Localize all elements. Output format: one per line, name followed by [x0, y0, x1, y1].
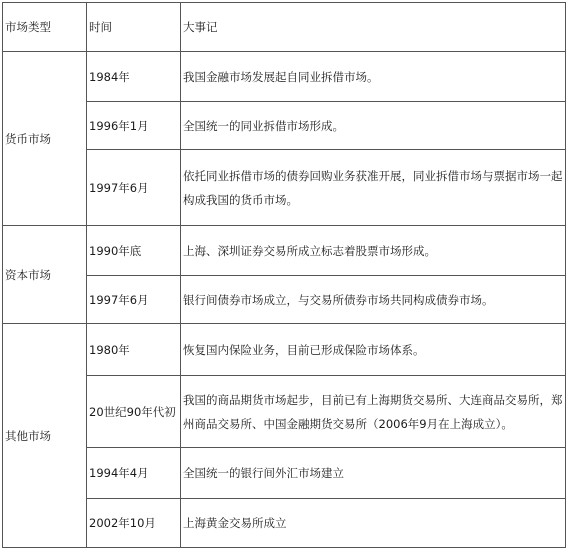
- time-cell: 1980年: [87, 324, 181, 376]
- table-row: [3, 376, 566, 448]
- event-cell: 上海、深圳证券交易所成立标志着股票市场形成。: [181, 226, 566, 276]
- market-type-cell: 货币市场: [3, 52, 87, 226]
- time-cell: 1997年6月: [87, 276, 181, 324]
- table-row: [3, 226, 566, 276]
- event-cell: 全国统一的银行间外汇市场建立: [181, 448, 566, 499]
- events-table: [2, 2, 566, 548]
- time-cell: 1997年6月: [87, 150, 181, 226]
- table-row: [3, 52, 566, 102]
- market-type-cell: 其他市场: [3, 324, 87, 548]
- event-cell: 银行间债券市场成立，与交易所债券市场共同构成债券市场。: [181, 276, 566, 324]
- header-market-type: 市场类型: [3, 3, 87, 52]
- table-header-row: [3, 3, 566, 52]
- event-cell: 上海黄金交易所成立: [181, 499, 566, 548]
- market-type-cell: 资本市场: [3, 226, 87, 324]
- time-cell: 20世纪90年代初: [87, 376, 181, 448]
- time-cell: 1984年: [87, 52, 181, 102]
- time-cell: 1994年4月: [87, 448, 181, 499]
- table-row: [3, 324, 566, 376]
- event-cell: 我国金融市场发展起自同业拆借市场。: [181, 52, 566, 102]
- event-cell: 我国的商品期货市场起步，目前已有上海期货交易所、大连商品交易所，郑州商品交易所、中国金融期货交易所（2006年9月在上海成立）。: [181, 376, 566, 448]
- event-cell: 依托同业拆借市场的债券回购业务获准开展，同业拆借市场与票据市场一起构成我国的货币市场。: [181, 150, 566, 226]
- header-time: 时间: [87, 3, 181, 52]
- event-cell: 全国统一的同业拆借市场形成。: [181, 102, 566, 150]
- time-cell: 1990年底: [87, 226, 181, 276]
- table-row: [3, 499, 566, 548]
- table-row: [3, 102, 566, 150]
- time-cell: 2002年10月: [87, 499, 181, 548]
- table-row: [3, 276, 566, 324]
- event-cell: 恢复国内保险业务，目前已形成保险市场体系。: [181, 324, 566, 376]
- time-cell: 1996年1月: [87, 102, 181, 150]
- table-row: [3, 150, 566, 226]
- header-events: 大事记: [181, 3, 566, 52]
- table-row: [3, 448, 566, 499]
